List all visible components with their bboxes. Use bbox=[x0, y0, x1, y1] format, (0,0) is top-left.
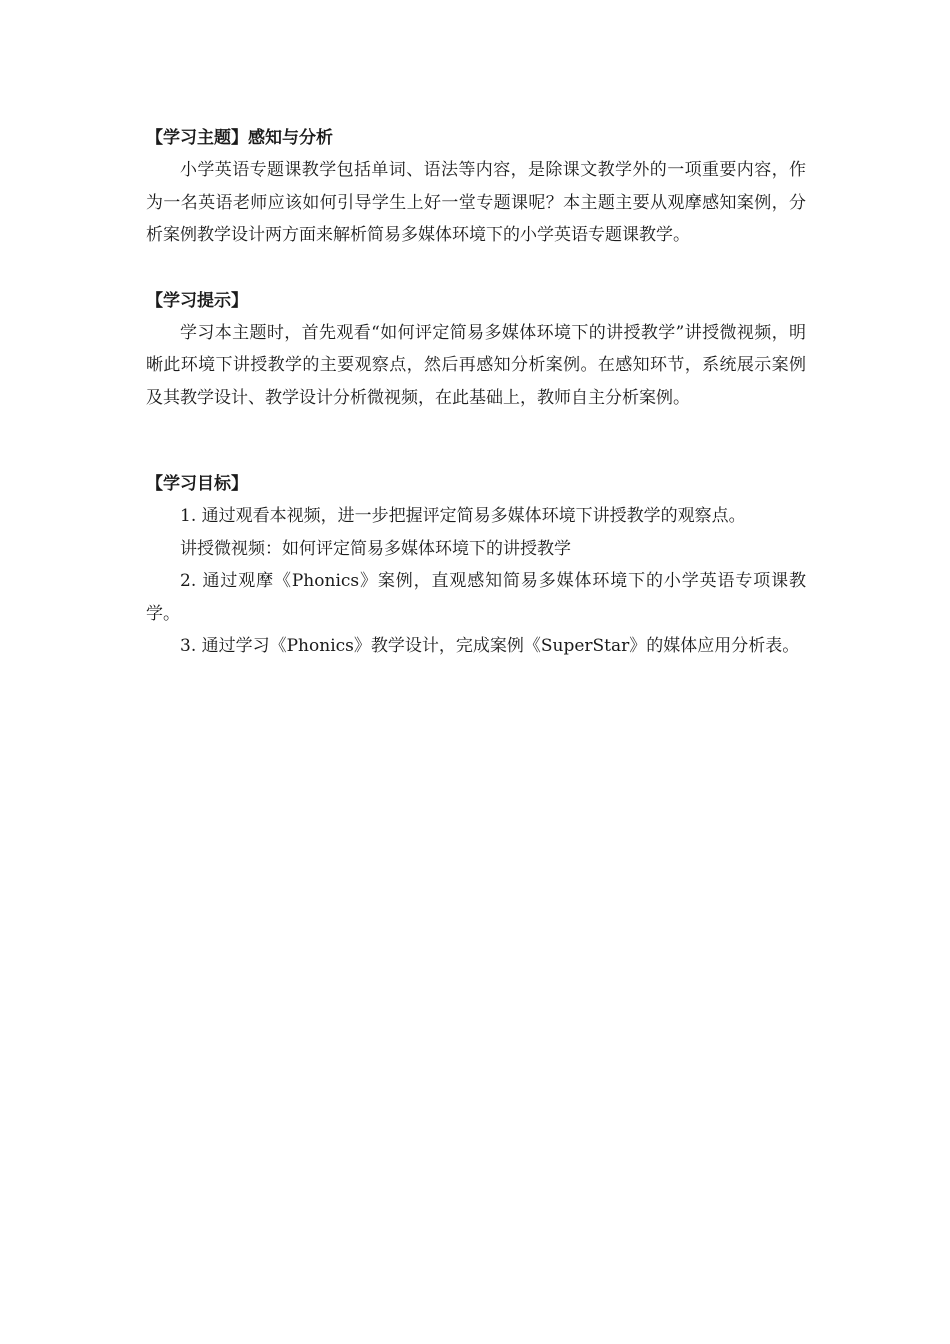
spacer bbox=[146, 252, 806, 285]
spacer bbox=[146, 414, 806, 468]
goal-item-3: 3. 通过学习《Phonics》教学设计，完成案例《SuperStar》的媒体应用分析表。 bbox=[180, 636, 800, 656]
theme-paragraph: 小学英语专题课教学包括单词、语法等内容，是除课文教学外的一项重要内容，作为一名英语老师应该如何引导学生上好一堂专题课呢？本主题主要从观摩感知案例，分析案例教学设计两方面来解析简易多媒体环境下的小学英语专题课教学。 bbox=[146, 160, 806, 245]
section-heading-goals: 【学习目标】 bbox=[146, 474, 248, 494]
goal-video-line: 讲授微视频：如何评定简易多媒体环境下的讲授教学 bbox=[180, 538, 571, 559]
goal-item-2: 2. 通过观摩《Phonics》案例，直观感知简易多媒体环境下的小学英语专项课教学。 bbox=[146, 571, 806, 624]
section-heading-tips: 【学习提示】 bbox=[146, 290, 248, 311]
tips-paragraph: 学习本主题时，首先观看“如何评定简易多媒体环境下的讲授教学”讲授微视频，明晰此环境下讲授教学的主要观察点，然后再感知分析案例。在感知环节，系统展示案例及其教学设计、教学设计分析微视频，在此基础上，教师自主分析案例。 bbox=[146, 322, 806, 408]
document-page bbox=[146, 122, 806, 663]
section-heading-theme: 【学习主题】感知与分析 bbox=[146, 128, 333, 148]
goal-item-1: 1. 通过观看本视频，进一步把握评定简易多媒体环境下讲授教学的观察点。 bbox=[180, 506, 746, 526]
